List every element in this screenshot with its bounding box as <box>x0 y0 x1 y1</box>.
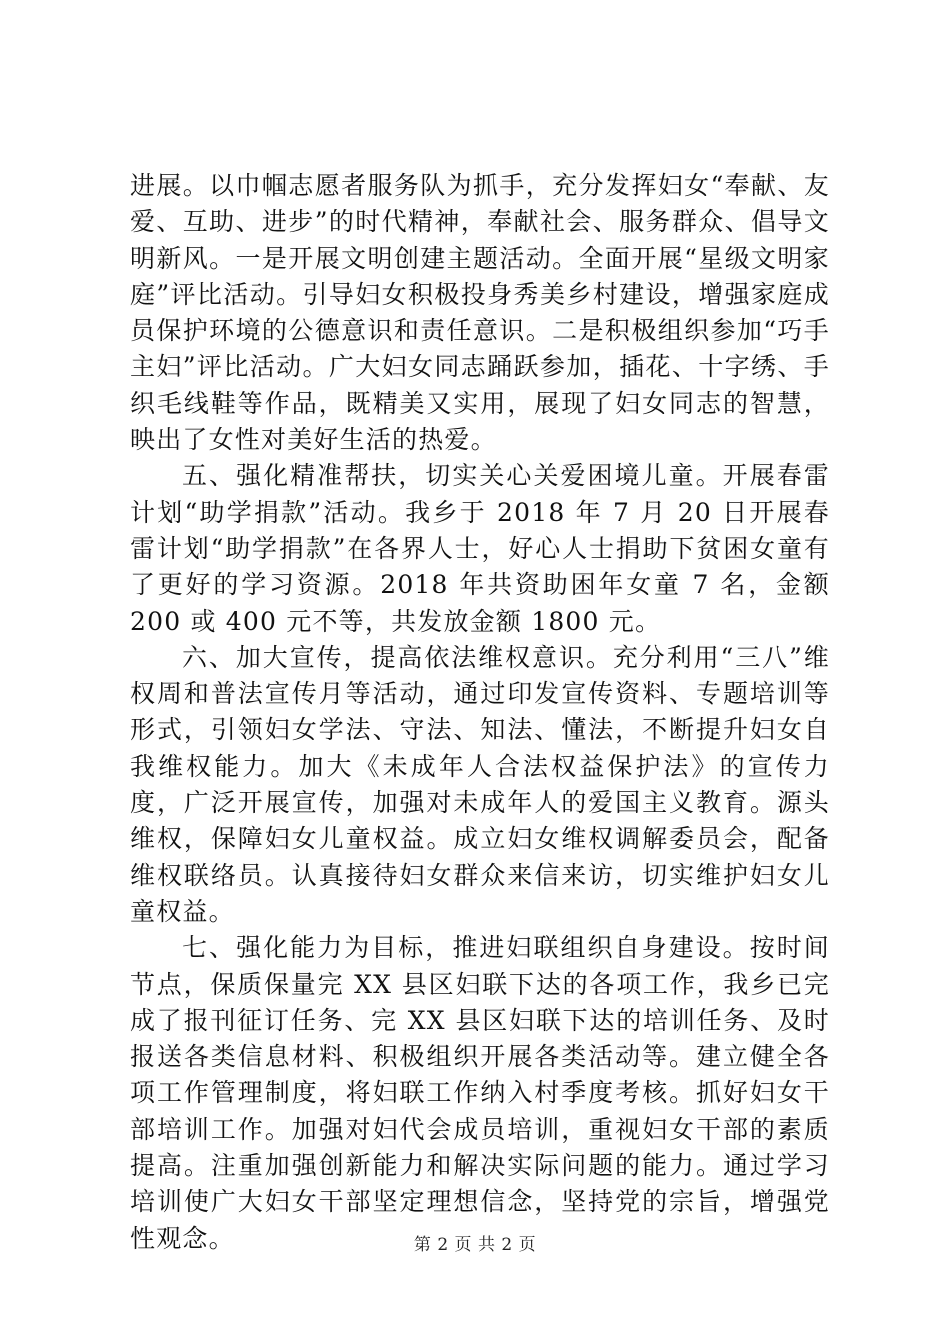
paragraph-continuation: 进展。以巾帼志愿者服务队为抓手，充分发挥妇女“奉献、友爱、互助、进步”的时代精神，奉献社会、服务群众、倡导文明新风。一是开展文明创建主题活动。全面开展“星级文明家庭”评比活动。引导妇女积极投身秀美乡村建设，增强家庭成员保护环境的公德意识和责任意识。二是积极组织参加“巧手主妇”评比活动。广大妇女同志踊跃参加，插花、十字绣、手织毛线鞋等作品，既精美又实用，展现了妇女同志的智慧，映出了女性对美好生活的热爱。 <box>130 171 830 455</box>
paragraph-section-6: 六、加大宣传，提高依法维权意识。充分利用“三八”维权周和普法宣传月等活动，通过印发宣传资料、专题培训等形式，引领妇女学法、守法、知法、懂法，不断提升妇女自我维权能力。加大《未成年人合法权益保护法》的宣传力度，广泛开展宣传，加强对未成年人的爱国主义教育。源头维权，保障妇女儿童权益。成立妇女维权调解委员会，配备维权联络员。认真接待妇女群众来信来访，切实维护妇女儿童权益。 <box>130 642 830 926</box>
paragraph-section-7: 七、强化能力为目标，推进妇联组织自身建设。按时间节点，保质保量完 XX 县区妇联下达的各项工作，我乡已完成了报刊征订任务、完 XX 县区妇联下达的培训任务、及时报送各类信息材料、积极组织开展各类活动等。建立健全各项工作管理制度，将妇联工作纳入村季度考核。抓好妇女干部培训工作。加强对妇代会成员培训，重视妇女干部的素质提高。注重加强创新能力和解决实际问题的能力。通过学习培训使广大妇女干部坚定理想信念，坚持党的宗旨，增强党性观念。 <box>130 933 830 1253</box>
paragraph-section-5: 五、强化精准帮扶，切实关心关爱困境儿童。开展春雷计划“助学捐款”活动。我乡于 2018 年 7 月 20 日开展春雷计划“助学捐款”在各界人士，好心人士捐助下贫困女童有了更好的学习资源。2018 年共资助困年女童 7 名，金额 200 或 400 元不等，共发放金额 1800 元。 <box>130 461 830 636</box>
page-number-footer: 第 2 页 共 2 页 <box>413 1235 537 1255</box>
document-body <box>130 168 830 1257</box>
